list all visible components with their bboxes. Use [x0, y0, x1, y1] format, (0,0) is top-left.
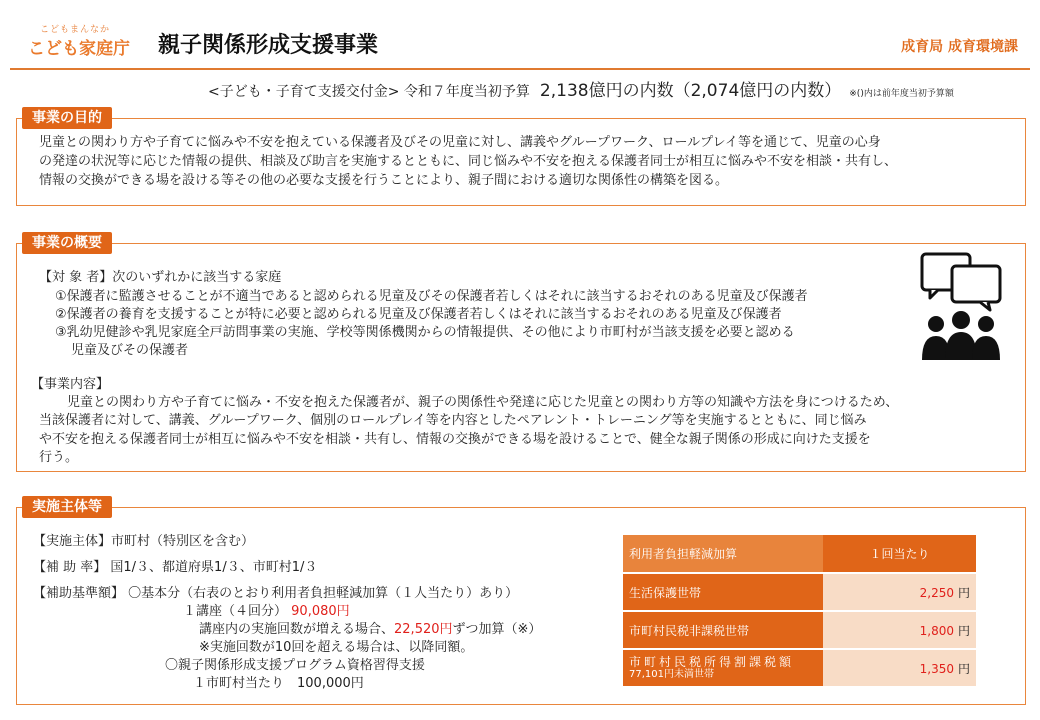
- row-label: [623, 649, 823, 687]
- subsidy-rate: 【補 助 率】 国1/３、都道府県1/３、市町村1/３: [33, 560, 318, 575]
- target-item: ②保護者の養育を支援することが特に必要と認められる児童及び保護者若しくはそれに該当するおそれのある児童及び保護者: [55, 307, 782, 322]
- kodomo-katei-cho-logo: [28, 22, 138, 62]
- increase-prefix: 講座内の実施回数が増える場合、: [199, 622, 395, 637]
- content-line: 当該保護者に対して、講義、グループワーク、個別のロールプレイ等を内容としたペアレント・トレーニング等を実施するとともに、同じ悩み: [39, 413, 867, 428]
- content-line: 児童との関わり方や子育てに悩み・不安を抱えた保護者が、親子の関係性や発達に応じた児童との関わり方等の知識や方法を身につけるため、: [67, 395, 899, 410]
- row-value: [823, 611, 976, 649]
- target-item: ①保護者に監護させることが不適当であると認められる児童及びその保護者若しくはそれに該当するおそれのある児童及び保護者: [55, 289, 808, 304]
- increase-note: ※実施回数が10回を超える場合は、以降同額。: [199, 640, 474, 655]
- increase-line: [199, 618, 541, 637]
- row-amount: 1,350: [919, 661, 954, 676]
- overview-section-label: 事業の概要: [22, 232, 112, 254]
- subsidy-standard: [33, 582, 518, 601]
- row-label: 市町村民税非課税世帯: [623, 611, 823, 649]
- program-amount: １市町村当たり 100,000円: [193, 676, 364, 691]
- purpose-line: 情報の交換ができる場を設ける等その他の必要な支援を行うことにより、親子間における適切な関係性の構築を図る。: [39, 173, 729, 188]
- basic-line: 〇基本分（右表のとおり利用者負担軽減加算（１人当たり）あり）: [128, 586, 519, 601]
- row-unit: 円: [957, 623, 970, 638]
- row-label-sub: 77,101円未満世帯: [629, 669, 714, 680]
- program-line: 〇親子関係形成支援プログラム資格習得支援: [165, 658, 425, 673]
- content-line: 行う。: [39, 450, 79, 465]
- content-heading: 【事業内容】: [31, 377, 110, 392]
- row-unit: 円: [957, 585, 970, 600]
- increase-suffix: ずつ加算（※）: [452, 622, 542, 637]
- row-label: 生活保護世帯: [623, 573, 823, 611]
- header-divider: [10, 68, 1030, 70]
- budget-label: <子ども・子育て支援交付金> 令和７年度当初予算: [208, 84, 530, 100]
- purpose-text: [39, 133, 1015, 190]
- logo-name: こども家庭庁: [28, 39, 130, 59]
- table-row: [623, 611, 976, 649]
- purpose-line: 児童との関わり方や子育てに悩みや不安を抱えている保護者及びその児童に対し、講義やグループワーク、ロールプレイ等を通じて、児童の心身: [39, 135, 881, 150]
- content-line: や不安を抱える保護者同士が相互に悩みや不安を相談・共有し、情報の交換ができる場を設けることで、健全な親子関係の形成に向けた支援を: [39, 432, 871, 447]
- target-item: 児童及びその保護者: [71, 343, 189, 358]
- overview-section: [16, 243, 1026, 472]
- course-amount: 90,080円: [291, 604, 350, 619]
- increase-amount: 22,520円: [394, 622, 453, 637]
- purpose-section: [16, 118, 1026, 206]
- row-amount: 1,800: [919, 623, 954, 638]
- row-value: [823, 649, 976, 687]
- department-label: 成育局 成育環境課: [901, 39, 1018, 55]
- implementing-entity: 【実施主体】市町村（特別区を含む）: [33, 534, 255, 549]
- target-item: ③乳幼児健診や乳児家庭全戸訪問事業の実施、学校等関係機関からの情報提供、その他により市町村が当該支援を必要と認める: [55, 325, 795, 340]
- course-line: [183, 600, 350, 619]
- row-amount: 2,250: [919, 585, 954, 600]
- implementation-section-label: 実施主体等: [22, 496, 112, 518]
- budget-note: ※()内は前年度当初予算額: [849, 89, 954, 99]
- course-label: １講座（４回分）: [183, 604, 288, 619]
- purpose-section-label: 事業の目的: [22, 107, 112, 129]
- fee-reduction-table: [623, 535, 976, 688]
- row-label-main: 市町村民税所得割課税額: [629, 655, 795, 669]
- table-header-row: [623, 535, 976, 573]
- table-row: [623, 649, 976, 687]
- consultation-group-icon: [918, 250, 1004, 368]
- row-value: [823, 573, 976, 611]
- table-header-left: 利用者負担軽減加算: [623, 535, 823, 573]
- page-title: 親子関係形成支援事業: [158, 33, 379, 58]
- subsidy-standard-heading: 【補助基準額】: [33, 586, 125, 601]
- budget-line: [208, 76, 954, 101]
- logo-tagline: こどもまんなか: [40, 25, 111, 35]
- target-heading: 【対 象 者】次のいずれかに該当する家庭: [39, 270, 282, 285]
- purpose-line: の発達の状況等に応じた情報の提供、相談及び助言を実施するとともに、同じ悩みや不安を抱える保護者同士が相互に悩みや不安を相談・共有し、: [39, 154, 898, 169]
- budget-amount: 2,138億円の内数（2,074億円の内数）: [539, 81, 842, 101]
- row-unit: 円: [957, 661, 970, 676]
- table-header-right: １回当たり: [823, 535, 976, 573]
- table-row: [623, 573, 976, 611]
